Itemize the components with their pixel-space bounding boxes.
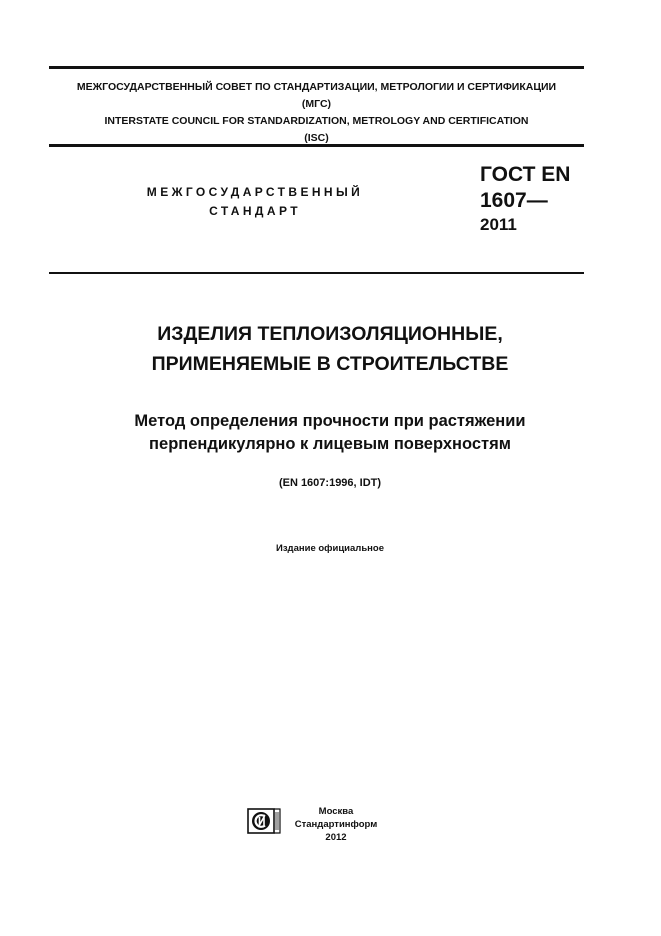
council-name-en: INTERSTATE COUNCIL FOR STANDARDIZATION, METROLOGY AND CERTIFICATION [104,115,529,127]
edition-note: Издание официальное [276,543,384,554]
publisher-name: Стандартинформ [294,819,378,830]
title-line-1: ИЗДЕЛИЯ ТЕПЛОИЗОЛЯЦИОННЫЕ, [157,323,503,345]
designation-line-1: ГОСТ EN [480,163,571,186]
document-subtitle [40,410,620,456]
subtitle-line-1: Метод определения прочности при растяжении [134,412,526,430]
middle-rule [49,144,584,147]
designation-line-2: 1607— [480,189,548,212]
publisher-city: Москва [318,806,354,817]
standard-type-line-1: МЕЖГОСУДАРСТВЕННЫЙ [146,185,364,199]
council-abbr-ru: (МГС) [301,98,332,110]
lower-rule [49,272,584,274]
title-line-2: ПРИМЕНЯЕМЫЕ В СТРОИТЕЛЬСТВЕ [151,353,509,375]
standartinform-logo-icon [246,807,282,835]
standard-designation [480,162,590,236]
standard-type-label [120,183,390,221]
top-rule [49,66,584,69]
council-name-ru: МЕЖГОСУДАРСТВЕННЫЙ СОВЕТ ПО СТАНДАРТИЗАЦИИ, МЕТРОЛОГИИ И СЕРТИФИКАЦИИ [76,81,557,93]
document-title [40,319,620,379]
council-abbr-en: (ISC) [304,132,329,144]
publication-year: 2012 [325,832,347,843]
designation-year: 2011 [480,215,517,234]
publisher-block [291,805,381,844]
council-header [49,79,584,147]
subtitle-line-2: перпендикулярно к лицевым поверхностям [149,435,511,453]
standard-type-line-2: СТАНДАРТ [209,204,301,218]
equivalence-reference: (EN 1607:1996, IDT) [278,477,382,489]
